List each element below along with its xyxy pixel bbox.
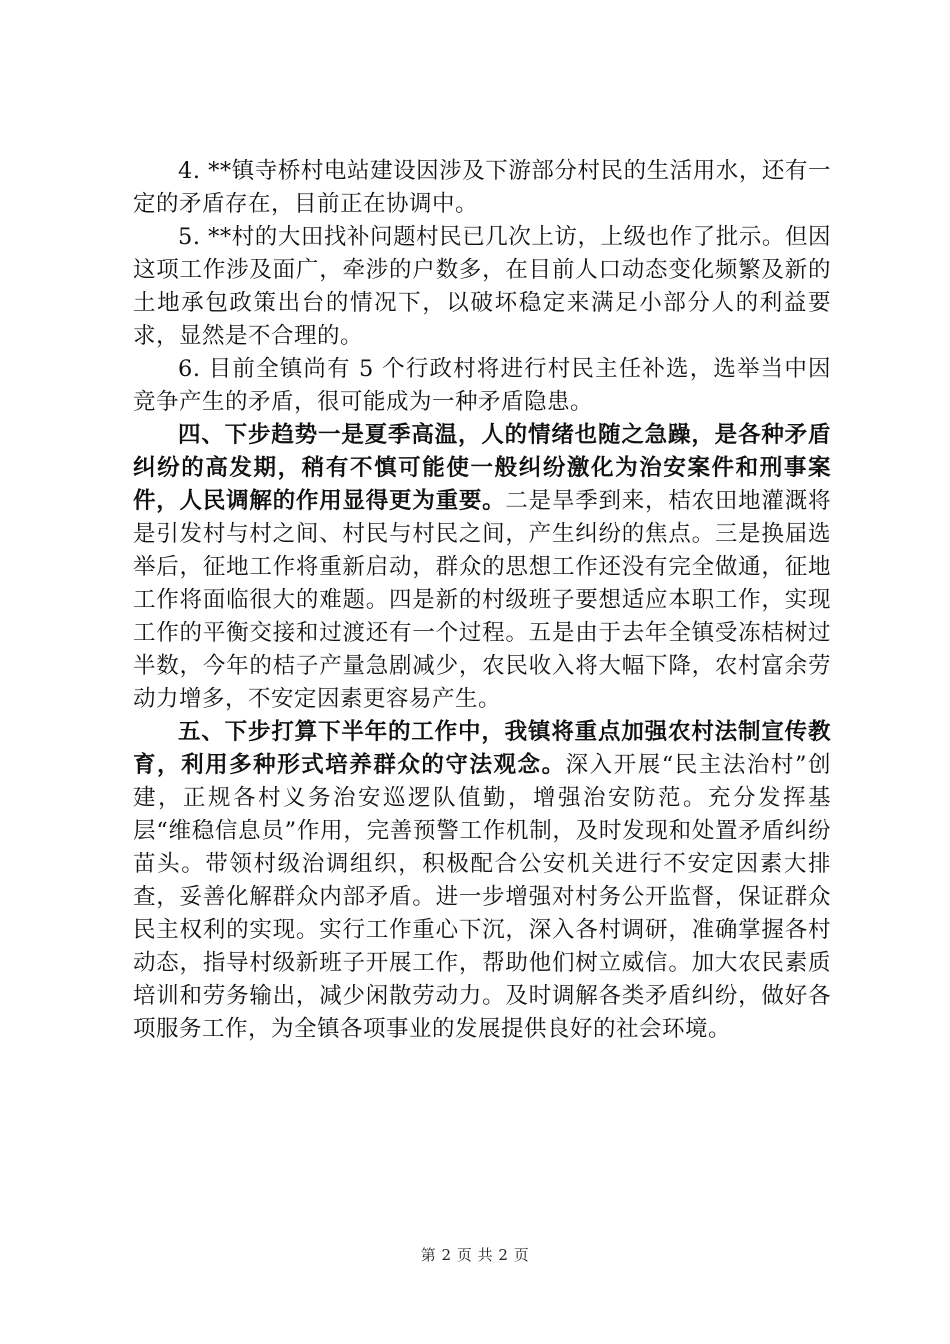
paragraph-item-4: 4. **镇寺桥村电站建设因涉及下游部分村民的生活用水，还有一定的矛盾存在，目前正在协调中。 xyxy=(133,158,831,217)
section-five-plans xyxy=(133,716,831,1046)
paragraph-item-5: 5. **村的大田找补问题村民已几次上访，上级也作了批示。但因这项工作涉及面广，牵涉的户数多，在目前人口动态变化频繁及新的土地承包政策出台的情况下，以破坏稳定来满足小部分人的利益要求，显然是不合理的。 xyxy=(133,224,831,349)
section-four-trends xyxy=(133,419,831,716)
document-body xyxy=(133,155,831,1046)
section-four-heading: 四、下步趋势一是夏季高温，人的情绪也随之急躁，是各种矛盾纠纷的高发期，稍有不慎可能使一般纠纷激化为治安案件和刑事案件，人民调解的作用显得更为重要。 xyxy=(133,422,831,514)
page-number-footer: 第 2 页 共 2 页 xyxy=(420,1246,530,1264)
section-five-body: 深入开展“民主法治村”创建，正规各村义务治安巡逻队值勤，增强治安防范。充分发挥基层“维稳信息员”作用，完善预警工作机制，及时发现和处置矛盾纠纷苗头。带领村级治调组织，积极配合公安机关进行不安定因素大排查，妥善化解群众内部矛盾。进一步增强对村务公开监督，保证群众民主权利的实现。实行工作重心下沉，深入各村调研，准确掌握各村动态，指导村级新班子开展工作，帮助他们树立威信。加大农民素质培训和劳务输出，减少闲散劳动力。及时调解各类矛盾纠纷，做好各项服务工作，为全镇各项事业的发展提供良好的社会环境。 xyxy=(133,752,831,1042)
section-five-heading: 五、下步打算下半年的工作中，我镇将重点加强农村法制宣传教育，利用多种形式培养群众的守法观念。 xyxy=(133,719,831,778)
section-four-body: 二是旱季到来，桔农田地灌溉将是引发村与村之间、村民与村民之间，产生纠纷的焦点。三是换届选举后，征地工作将重新启动，群众的思想工作还没有完全做通，征地工作将面临很大的难题。四是新的村级班子要想适应本职工作，实现工作的平衡交接和过渡还有一个过程。五是由于去年全镇受冻桔树过半数，今年的桔子产量急剧减少，农民收入将大幅下降，农村富余劳动力增多，不安定因素更容易产生。 xyxy=(133,488,831,712)
paragraph-item-6: 6. 目前全镇尚有 5 个行政村将进行村民主任补选，选举当中因竞争产生的矛盾，很可能成为一种矛盾隐患。 xyxy=(133,356,831,415)
